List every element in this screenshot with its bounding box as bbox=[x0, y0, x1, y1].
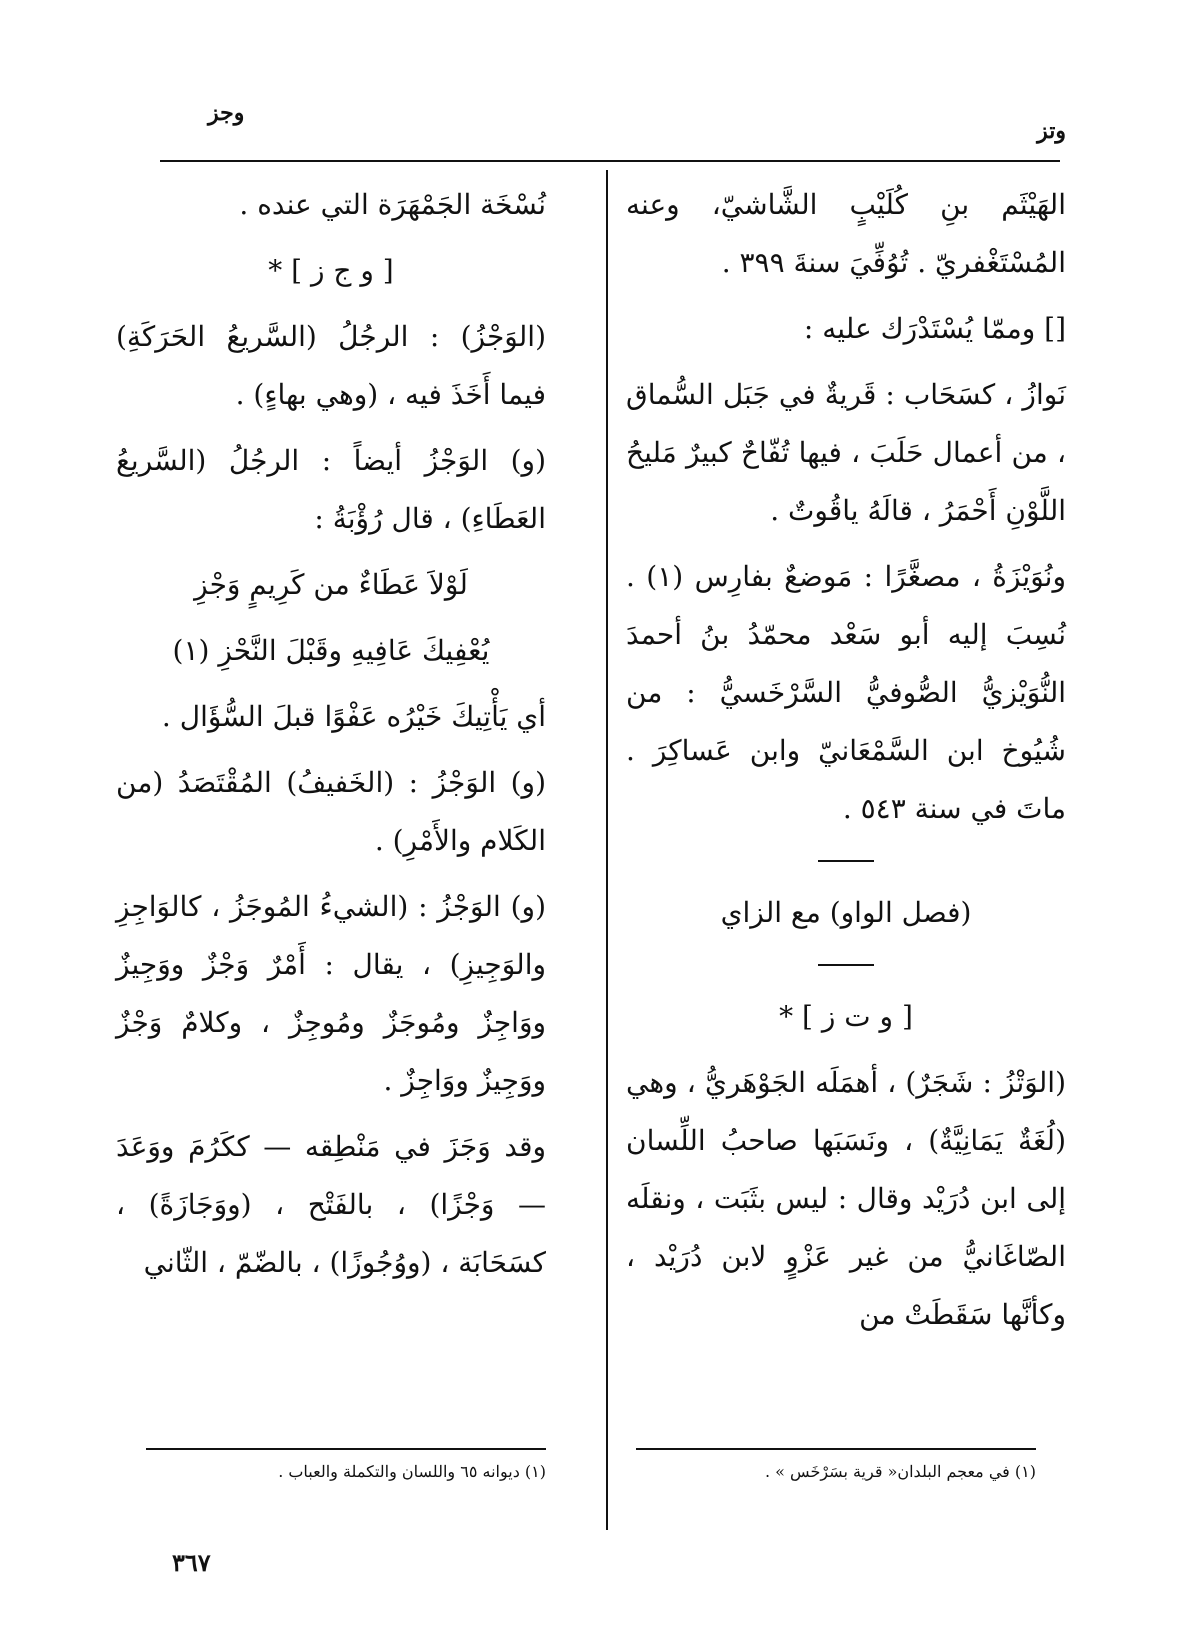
section-divider bbox=[818, 964, 874, 966]
entry-heading: [ و ج ز ] * bbox=[268, 254, 394, 287]
paragraph: (الوَجْزُ) : الرجُلُ (السَّريعُ الحَرَكَةِ) فيما أَخَذَ فيه ، (وهي بهاءٍ) . bbox=[116, 320, 546, 411]
paragraph: (و) الوَجْزُ : (الشيءُ المُوجَزُ ، كالوَاجِزِ والوَجِيزِ) ، يقال : أَمْرٌ وَجْزٌ ووَجِيزٌ ووَاجِزٌ ومُوجَزٌ ومُوجِزٌ ، وكلامٌ وَجْزٌ ووَجِيزٌ ووَاجِزٌ . bbox=[116, 890, 546, 1097]
section-divider bbox=[818, 860, 874, 862]
paragraph: (و) الوَجْزُ : (الخَفيفُ) المُقْتَصَدُ (من الكَلام والأَمْرِ) . bbox=[116, 766, 546, 857]
footnote-rule bbox=[636, 1448, 1036, 1450]
paragraph: نَوازُ ، كسَحَاب : قَريةٌ في جَبَل السُّماق ، من أعمال حَلَبَ ، فيها تُفّاحٌ كبيرٌ مَليحُ اللَّوْنِ أَحْمَرُ ، قالَهُ ياقُوتٌ . bbox=[626, 378, 1066, 527]
paragraph: أي يَأْتِيكَ خَيْرُه عَفْوًا قبلَ السُّؤَال . bbox=[161, 700, 546, 733]
paragraph: [] وممّا يُسْتَدْرَك عليه : bbox=[803, 312, 1066, 345]
running-header-right: وتز bbox=[1037, 118, 1066, 144]
paragraph: وقد وَجَزَ في مَنْطِقه — ككَرُمَ ووَعَدَ — وَجْزًا) ، بالفَتْح ، (ووَجَازَةً) ، كسَحَابَة ، (ووُجُوزًا) ، بالضّمّ ، الثّاني bbox=[116, 1130, 546, 1279]
paragraph: الهَيْثَم بنِ كُلَيْبٍ الشَّاشيّ، وعنه المُسْتَغْفريّ . تُوُفِّيَ سنةَ ٣٩٩ . bbox=[626, 188, 1066, 279]
running-header-left: وجز bbox=[208, 100, 245, 126]
footnote-left: (١) ديوانه ٦٥ واللسان والتكملة والعباب . bbox=[278, 1462, 546, 1481]
paragraph: نُسْخَة الجَمْهَرَة التي عنده . bbox=[239, 188, 546, 221]
paragraph: ونُوَيْزَةُ ، مصغَّرًا : مَوضعٌ بفارِس (١) . نُسِبَ إليه أبو سَعْد محمّدُ بنُ أحمدَ النُّوَيْزيُّ الصُّوفيُّ السَّرْخَسيُّ : من شُيُوخ ابن السَّمْعَانيّ وابن عَساكِرَ . ماتَ في سنة ٥٤٣ . bbox=[626, 560, 1066, 825]
footnote-rule bbox=[146, 1448, 546, 1450]
page-number: ٣٦٧ bbox=[172, 1548, 211, 1577]
entry-heading: [ و ت ز ] * bbox=[779, 1000, 913, 1033]
paragraph: (الوَتْزُ : شَجَرٌ) ، أهمَلَه الجَوْهَريُّ ، وهي (لُغَةٌ يَمَانِيَّةٌ) ، ونَسَبَها صاحبُ اللِّسان إلى ابن دُرَيْد وقال : ليس بثَبَت ، ونقلَه الصّاغَانيُّ من غير عَزْوٍ لابن دُرَيْد ، وكأنَّها سَقَطَتْ من bbox=[626, 1066, 1066, 1331]
column-divider bbox=[606, 170, 608, 1530]
header-rule bbox=[160, 160, 1060, 162]
footnote-right: (١) في معجم البلدان« قرية بسَرْخَس » . bbox=[765, 1462, 1036, 1481]
right-column bbox=[626, 176, 1066, 1352]
left-column bbox=[116, 176, 546, 1300]
verse-line: لَوْلاَ عَطَاءٌ من كَرِيمٍ وَجْزِ bbox=[194, 568, 468, 601]
verse-line: يُعْفِيكَ عَافِيهِ وقَبْلَ النَّحْزِ (١) bbox=[172, 634, 490, 667]
paragraph: (و) الوَجْزُ أيضاً : الرجُلُ (السَّريعُ العَطَاءِ) ، قال رُؤْبَةُ : bbox=[116, 444, 546, 535]
section-heading: (فصل الواو) مع الزاي bbox=[720, 896, 972, 929]
